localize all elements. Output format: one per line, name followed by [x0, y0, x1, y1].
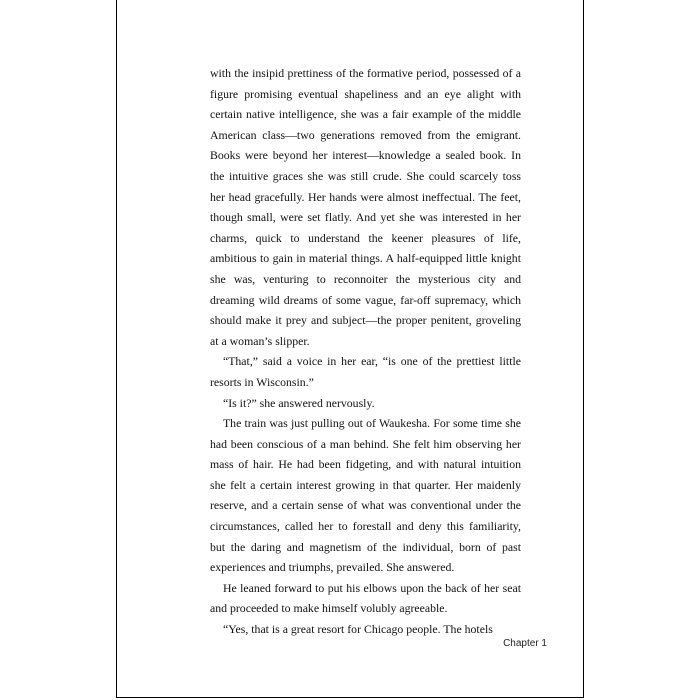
paragraph-continuation: with the insipid prettiness of the formative period, possessed of a figure promising eventual shapeliness and an eye alight with certain native intelligence, she was a fair example of the middle American class—two generations removed from the emigrant. Books were beyond her interest—knowledge a sealed book. In the intuitive graces she was still crude. She could scarcely toss her head gracefully. Her hands were almost ineffectual. The feet, though small, were set flatly. And yet she was interested in her charms, quick to understand the keener pleasures of life, ambitious to gain in material things. A half-equipped little knight she was, venturing to reconnoiter the mysterious city and dreaming wild dreams of some vague, far-off supremacy, which should make it prey and subject—the proper penitent, groveling at a woman’s slipper.: [210, 66, 521, 348]
book-page: [116, 0, 584, 698]
running-footer-chapter: Chapter 1: [503, 638, 547, 649]
paragraph-dialogue-is-it: “Is it?” she answered nervously.: [222, 395, 375, 410]
body-text: [210, 63, 521, 640]
paragraph-leaned-forward: He leaned forward to put his elbows upon the back of her seat and proceeded to make himself volubly agreeable.: [210, 580, 521, 616]
paragraph-dialogue-that: “That,” said a voice in her ear, “is one of the prettiest little resorts in Wisconsin.”: [210, 354, 521, 389]
paragraph-yes-resort: “Yes, that is a great resort for Chicago people. The hotels: [222, 622, 493, 637]
paragraph-train: The train was just pulling out of Waukesha. For some time she had been conscious of a man behind. She felt him observing her mass of hair. He had been fidgeting, and with natural intuition she felt a certain interest growing in that quarter. Her maidenly reserve, and a certain sense of what was conventional under the circumstances, called her to forestall and deny this familiarity, but the daring and magnetism of the individual, born of past experiences and triumphs, prevailed. She answered.: [210, 416, 521, 575]
